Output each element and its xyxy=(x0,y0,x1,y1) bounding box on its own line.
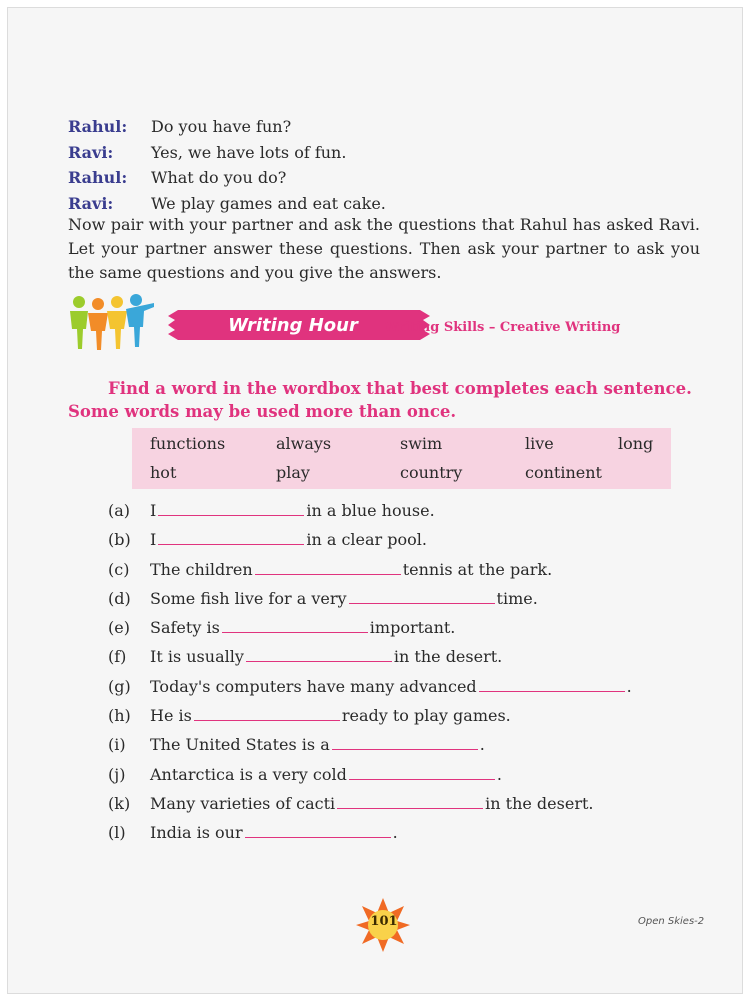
word: live xyxy=(525,434,554,453)
question-label: (e) xyxy=(108,618,130,638)
wordbox xyxy=(132,428,671,489)
question-start: Today's computers have many advanced xyxy=(150,676,477,696)
dialogue-line xyxy=(68,165,386,191)
question-item xyxy=(108,555,632,584)
word: swim xyxy=(400,434,443,453)
question-label: (h) xyxy=(108,706,131,726)
dialogue-text: Do you have fun? xyxy=(151,117,292,136)
answer-blank[interactable] xyxy=(255,559,401,574)
word: functions xyxy=(150,434,226,453)
question-item xyxy=(108,584,632,613)
speaker: Rahul: xyxy=(68,117,128,136)
question-end: time. xyxy=(496,588,538,608)
question-end: in a clear pool. xyxy=(306,530,427,550)
word: continent xyxy=(525,463,602,482)
question-label: (l) xyxy=(108,823,126,843)
question-item xyxy=(108,818,632,847)
question-label: (f) xyxy=(108,647,127,667)
question-end: tennis at the park. xyxy=(402,559,553,579)
book-title: Open Skies-2 xyxy=(638,916,705,927)
question-end: in the desert. xyxy=(393,647,503,667)
page-number: 101 xyxy=(370,914,398,929)
instruction-text: Find a word in the wordbox that best completes each sentence. Some words may be used more than once. xyxy=(68,379,692,421)
question-start: Many varieties of cacti xyxy=(150,793,336,813)
answer-blank[interactable] xyxy=(222,618,368,633)
answer-blank[interactable] xyxy=(245,823,391,838)
question-label: (i) xyxy=(108,735,126,755)
question-end: . xyxy=(626,676,632,696)
answer-blank[interactable] xyxy=(332,735,478,750)
question-end: in a blue house. xyxy=(306,501,435,520)
exercise-instruction xyxy=(68,377,708,423)
word: play xyxy=(276,463,310,482)
question-item xyxy=(108,525,632,554)
dialogue-text: What do you do? xyxy=(151,168,287,187)
question-start: He is xyxy=(150,706,192,726)
children-icon xyxy=(66,293,161,351)
question-item xyxy=(108,701,632,730)
question-item xyxy=(108,613,632,642)
question-item xyxy=(108,672,632,701)
question-start: The United States is a xyxy=(150,735,330,755)
workbook-page xyxy=(7,7,743,994)
banner-subtitle: Writing Skills – Creative Writing xyxy=(384,320,621,335)
question-end: . xyxy=(479,735,485,755)
question-item xyxy=(108,760,632,789)
dialogue-line xyxy=(68,114,386,140)
answer-blank[interactable] xyxy=(246,647,392,662)
question-start: The children xyxy=(150,559,253,579)
answer-blank[interactable] xyxy=(479,676,625,691)
answer-blank[interactable] xyxy=(349,764,495,779)
answer-blank[interactable] xyxy=(349,589,495,604)
word: country xyxy=(400,463,463,482)
question-start: Safety is xyxy=(150,618,220,638)
answer-blank[interactable] xyxy=(337,794,483,809)
question-start: Antarctica is a very cold xyxy=(150,764,347,784)
question-end: . xyxy=(392,823,398,843)
question-label: (d) xyxy=(108,588,131,608)
question-item xyxy=(108,642,632,671)
question-label: (j) xyxy=(108,764,126,784)
word: long xyxy=(618,434,654,453)
question-label: (k) xyxy=(108,793,131,813)
question-start: I xyxy=(150,530,157,550)
banner-title: Writing Hour xyxy=(228,314,358,336)
dialogue-text: We play games and eat cake. xyxy=(151,193,386,213)
word: always xyxy=(276,434,332,453)
speaker: Rahul: xyxy=(68,168,128,187)
question-item xyxy=(108,789,632,818)
dialogue-line xyxy=(68,140,386,166)
dialogue xyxy=(68,114,386,216)
question-end: important. xyxy=(369,618,456,638)
question-start: I xyxy=(150,501,157,520)
answer-blank[interactable] xyxy=(158,501,304,516)
question-start: It is usually xyxy=(150,647,244,667)
question-label: (b) xyxy=(108,530,131,550)
speaker: Ravi: xyxy=(68,142,114,162)
question-label: (a) xyxy=(108,501,131,520)
writing-hour-banner xyxy=(66,293,686,351)
answer-blank[interactable] xyxy=(158,530,304,545)
question-start: India is our xyxy=(150,823,243,843)
question-end: ready to play games. xyxy=(341,706,511,726)
dialogue-text: Yes, we have lots of fun. xyxy=(151,142,347,162)
question-end: . xyxy=(496,764,502,784)
pair-instruction: Now pair with your partner and ask the questions that Rahul has asked Ravi. Let your partner answer these questions. Then ask your partner to ask you the same questions and you give the answers. xyxy=(68,215,700,282)
word: hot xyxy=(150,463,177,482)
question-list xyxy=(108,496,632,848)
answer-blank[interactable] xyxy=(194,706,340,721)
speaker: Ravi: xyxy=(68,193,114,213)
question-start: Some fish live for a very xyxy=(150,588,347,608)
question-label: (g) xyxy=(108,676,131,696)
question-item xyxy=(108,496,632,525)
question-end: in the desert. xyxy=(485,793,594,813)
question-item xyxy=(108,730,632,759)
question-label: (c) xyxy=(108,559,130,579)
